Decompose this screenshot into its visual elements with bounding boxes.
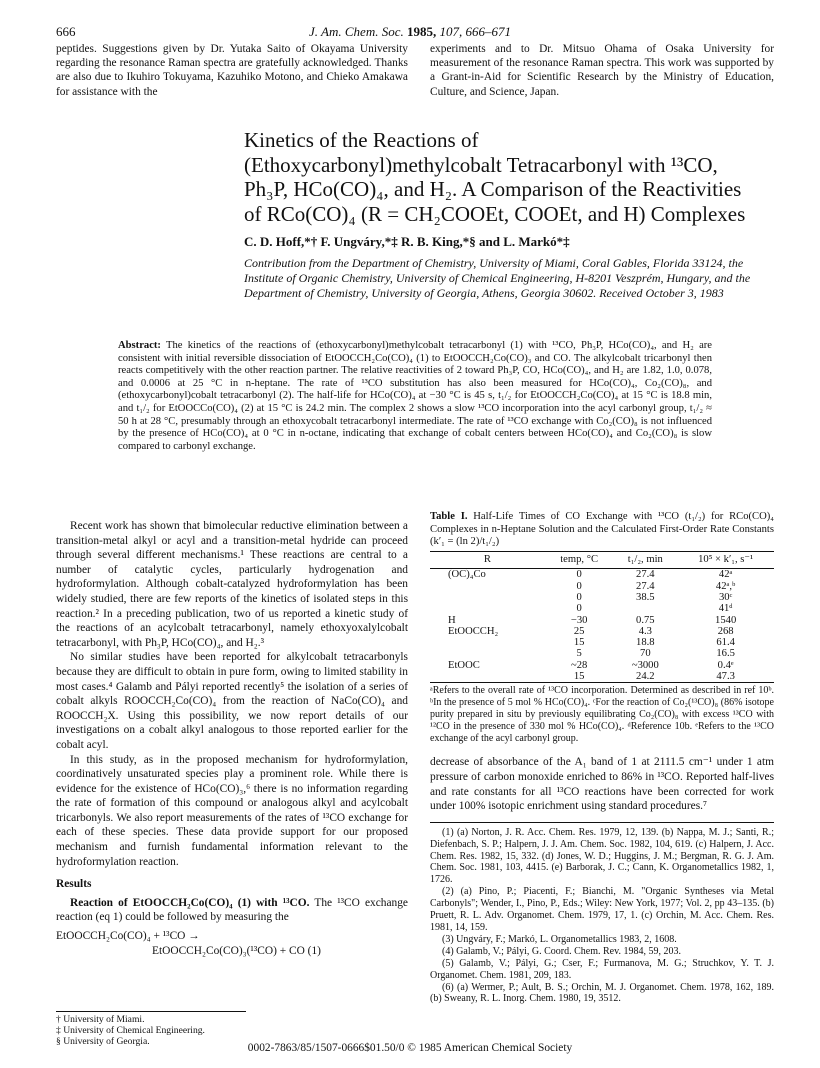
table-cell: 38.5 [636, 591, 655, 603]
table-cell: −30 [570, 614, 588, 626]
table-cell: 16.5 [716, 648, 735, 660]
table-cell [430, 671, 545, 683]
table-cell: 61.4 [716, 637, 735, 649]
table-cell: 30ᶜ [718, 591, 733, 603]
table-cell: H [448, 614, 456, 626]
abstract-label: Abstract: [118, 340, 161, 351]
table-header-row [430, 551, 774, 569]
section-heading-results: Results [56, 878, 92, 891]
half-life-table [430, 551, 774, 684]
table-cell: 27.4 [636, 569, 655, 581]
table-cell: 4.3 [638, 625, 652, 637]
table-cell: 15 [545, 671, 613, 683]
table-cell [430, 648, 545, 659]
table-cell: 42ᵃ,ᵇ [715, 580, 736, 592]
table-header-cell: t₁/₂, min [613, 551, 677, 569]
table-row [430, 626, 774, 637]
table-header-cell: R [430, 551, 545, 569]
journal-header [0, 24, 820, 40]
reference-item: (4) Galamb, V.; Pályi, G. Coord. Chem. Rev. 1984, 59, 203. [442, 945, 681, 957]
table-header-cell: 10⁵ × k′₁, s⁻¹ [677, 551, 774, 569]
table-row [430, 569, 774, 581]
reference-item: (1) (a) Norton, J. R. Acc. Chem. Res. 1979, 12, 139. (b) Nappa, M. J.; Santi, R.; Diefenbach, S. P.; Halpern, J. J. Am. Chem. Soc. 1982, 104, 619. (c) Halpern, J. Acc. Chem. Res. 1982, 15, 332. (d) Jones, W. D.; Huggins, J. M.; Bergman, R. G. J. Am. Chem. Soc. 1981, 103, 4415. (e) Barborak, J. C.; Cann, K. Organometallics 1982, 1, 1726. [430, 826, 774, 886]
table-cell: 70 [640, 648, 651, 660]
table-cell: 27.4 [636, 580, 655, 592]
abstract [118, 340, 712, 453]
article-title [244, 128, 784, 226]
table-cell: 41ᵈ [718, 603, 733, 615]
table-cell [430, 603, 545, 614]
abstract-text: The kinetics of the reactions of (ethoxycarbonyl)methylcobalt tetracarbonyl (1) with ¹³CO, Ph₃P, HCo(CO)₄, and H₂ are consistent with initial reversible dissociation of EtOOCCH₂Co(CO)₄ (1) to EtOOCCH₂Co(CO)₃ and CO. The alkylcobalt tricarbonyl then reacts competitively with the other reaction partner. The relative reactivities of 2 toward Ph₃P, CO, HCo(CO)₄, and H₂ are 1.82, 1.0, 0.078, and 0.0006 at 25 °C in n-heptane. The rate of ¹³CO substitution has also been measured for HCo(CO)₄, Co₂(CO)₈, and (ethoxycarbonyl)cobalt tetracarbonyl (2). The half-life for HCo(CO)₄ at −30 °C is 45 s, t₁/₂ for EtOOCCH₂Co(CO)₄ at 15 °C is 18.8 min, and t₁/₂ for EtOOCCo(CO)₄ (2) at 15 °C is 24.2 min. The complex 2 shows a slow ¹³CO incorporation into the acyl carbonyl group, t₁/₂ ≈ 50 h at 28 °C, presumably through an ethoxycobalt tetracarbonyl intermediate. The rate of ¹³CO exchange with Co₂(CO)₈ is not influenced by the presence of HCo(CO)₄ at 0 °C in n-octane, indicating that exchange of cobalt centers between HCo(CO)₄ and Co₂(CO)₈ is slow compared to carbonyl exchange. [118, 340, 712, 452]
table-row [430, 603, 774, 614]
title-line: (Ethoxycarbonyl)methylcobalt Tetracarbonyl with ¹³CO, [244, 152, 718, 177]
reference-item: (6) (a) Wermer, P.; Ault, B. S.; Orchin, M. J. Organomet. Chem. 1978, 162, 189. (b) Sweany, R. L. Inorg. Chem. 1980, 19, 3512. [430, 981, 774, 1005]
paragraph: In this study, as in the proposed mechanism for hydroformylation, coordinatively unsaturated species play a prominent role. While there is evidence for the existence of HCo(CO)₃,⁶ there is no information regarding the rate of formation of this compound or analogous alkyl and acylcobalt tricarbonyls. We also report measurements of the rates of ¹³CO exchange for each of these species. These data provide support for our proposed mechanism and furnish fundamental information relevant to the hydroformylation reaction. [56, 753, 408, 868]
paragraph: decrease of absorbance of the A₁ band of 1 at 2111.5 cm⁻¹ under 1 atm pressure of carbon monoxide enriched to 86% in ¹³CO. Reported half-lives and rate constants for all ¹³CO reactions have been corrected for work under 100% isotopic enrichment using standard procedures.⁷ [430, 756, 774, 813]
table-cell [430, 592, 545, 603]
table-cell: 0.4ᵉ [717, 659, 734, 671]
table-cell [430, 581, 545, 592]
copyright-line: 0002-7863/85/1507-0666$01.50/0 © 1985 American Chemical Society [247, 1042, 573, 1054]
table-cell: EtOOCCH₂ [448, 625, 499, 637]
table-header-cell: temp, °C [545, 551, 613, 569]
table-cell: 1540 [715, 614, 737, 626]
previous-article-text-right: experiments and to Dr. Mitsuo Ohama of Osaka University for measurement of the resonance Raman spectra. This work was supported by a Grant-in-Aid for Scientific Research by the Ministry of Education, Culture, and Science, Japan. [430, 43, 774, 98]
reaction-run-in-title: Reaction of EtOOCCH₂Co(CO)₄ (1) with ¹³CO. [70, 896, 310, 909]
paragraph: Recent work has shown that bimolecular reductive elimination between a transition-metal alkyl or acyl and a transition-metal hydride can proceed through several different mechanisms.¹ These reactions are central to a number of catalytic cycles, particularly hydrogenation and hydroformylation. Although cobalt-catalyzed hydroformylation has been widely studied, there are few reports of the kinetics of isolated steps in this reaction.² In a preceding publication, two of us reported a kinetic study of the reactions of an acylcobalt tetracarbonyl, namely ethoxyoxalylcobalt tetracarbonyl, with Ph₃P, HCo(CO)₄, and H₂.³ [56, 520, 408, 649]
table-cell: 24.2 [613, 671, 677, 683]
table-caption-label: Table I. [430, 511, 468, 522]
table-cell: 25 [573, 625, 585, 637]
table-caption-text: Half-Life Times of CO Exchange with ¹³CO (t₁/₂) for RCo(CO)₄ Complexes in n-Heptane Solution and the Calculated First-Order Rate Constants (k′₁ = (ln 2)/t₁/₂) [430, 511, 774, 548]
table-cell: 5 [576, 648, 582, 660]
table-cell: 0 [576, 580, 582, 592]
right-column [430, 511, 774, 1005]
table-cell: 268 [717, 625, 734, 637]
table-row [430, 592, 774, 603]
journal-name: J. Am. Chem. Soc. [309, 24, 404, 39]
table-cell [613, 603, 677, 614]
table-footnotes: ᵃRefers to the overall rate of ¹³CO incorporation. Determined as described in ref 10ᵇ. ᵇIn the presence of 5 mol % HCo(CO)₄. ᶜFor the reaction of Co₂(¹³CO)₈ (86% isotope purity prepared in situ by previously equilibrating Co₂(CO)₈ with excess ¹³CO with ¹²CO in the presence of 330 mol % HCo(CO)₄. ᵈReference 10b. ᵉRefers to the ¹³CO exchange of the acyl carbonyl group. [430, 685, 774, 745]
previous-article-text-left: peptides. Suggestions given by Dr. Yutaka Saito of Okayama University regarding the resonance Raman spectra are gratefully acknowledged. Thanks are also due to Ikuhiro Tokuyama, Kazuhiko Motono, and Chieko Amakawa for assistance with the [56, 43, 408, 98]
table-row [430, 581, 774, 592]
table-cell: 0 [576, 569, 582, 581]
table-cell: 18.8 [636, 637, 655, 649]
title-line: Kinetics of the Reactions of [244, 128, 479, 152]
table-cell: 0.75 [636, 614, 655, 626]
title-line: Ph₃P, HCo(CO)₄, and H₂. A Comparison of the Reactivities [244, 177, 742, 201]
table-row [430, 615, 774, 626]
reference-item: (2) (a) Pino, P.; Piacenti, F.; Bianchi, M. "Organic Syntheses via Metal Carbonyls"; Wender, I., Pino, P., Eds.; Wiley: New York, 1977; Vol. 2, pp 43–135. (b) Pruett, R. L. Adv. Organomet. Chem. 1979, 17, 1. (c) Orchin, M. Acc. Chem. Res. 1981, 14, 159. [430, 886, 774, 933]
footnote: ‡ University of Chemical Engineering. [56, 1025, 205, 1036]
page-number: 666 [56, 24, 76, 39]
table-cell: EtOOC [448, 659, 480, 671]
table-caption [430, 511, 774, 549]
affiliation: Contribution from the Department of Chemistry, University of Miami, Coral Gables, Florida 33124, the Institute of Organic Chemistry, University of Chemical Engineering, H-8201 Veszprém, Hungary, and the Department of Chemistry, University of Georgia, Athens, Georgia 30602. Received October 3, 1983 [244, 256, 751, 300]
journal-volume-pages: 107, 666–671 [436, 24, 511, 39]
equation-line: EtOOCCH₂Co(CO)₃(¹³CO) + CO (1) [152, 944, 321, 957]
table-cell: 0 [576, 603, 582, 615]
table-cell: 15 [573, 637, 585, 649]
table-row [430, 660, 774, 671]
reaction-paragraph [56, 896, 408, 925]
authors: C. D. Hoff,*† F. Ungváry,*‡ R. B. King,*§ and L. Markó*‡ [244, 234, 570, 249]
reference-item: (5) Galamb, V.; Pályi, G.; Cser, F.; Furmanova, M. G.; Struchkov, Y. T. J. Organomet. Chem. 1981, 209, 183. [430, 957, 774, 981]
references [430, 822, 774, 1006]
footnote: § University of Georgia. [56, 1036, 150, 1047]
equation-line: EtOOCCH₂Co(CO)₄ + ¹³CO → [56, 930, 200, 943]
table-row [430, 671, 774, 683]
table-cell: 0 [576, 591, 582, 603]
table-row [430, 637, 774, 648]
table-cell [430, 637, 545, 648]
reference-item: (3) Ungváry, F.; Markó, L. Organometallics 1983, 2, 1608. [442, 933, 677, 945]
table-cell: 47.3 [677, 671, 774, 683]
paragraph: No similar studies have been reported for alkylcobalt tetracarbonyls because they are difficult to obtain in pure form, owing to limited stability in most cases.⁴ Galamb and Pályi reported recently⁵ the isolation of a series of cobalt alkyls ROOCCH₂Co(CO)₄ from the reaction of NaCo(CO)₄ and ROOCCH₂X. Using this possibility, we now report details of our investigations on a cobalt alkyl analogous to those reported earlier for the cobalt acyl. [56, 651, 408, 751]
journal-year: 1985, [406, 24, 437, 39]
table-cell: (OC)₄Co [448, 569, 486, 581]
table-cell: 42ᵃ [718, 569, 733, 581]
table-cell: ~28 [570, 659, 588, 671]
left-column [56, 519, 408, 958]
table-cell: ~3000 [631, 659, 659, 671]
footnote: † University of Miami. [56, 1014, 145, 1025]
reaction-text: The ¹³CO exchange reaction (eq 1) could be followed by measuring the [56, 896, 408, 924]
title-line: of RCo(CO)₄ (R = CH₂COOEt, COOEt, and H) Complexes [244, 201, 746, 226]
table-row [430, 648, 774, 659]
